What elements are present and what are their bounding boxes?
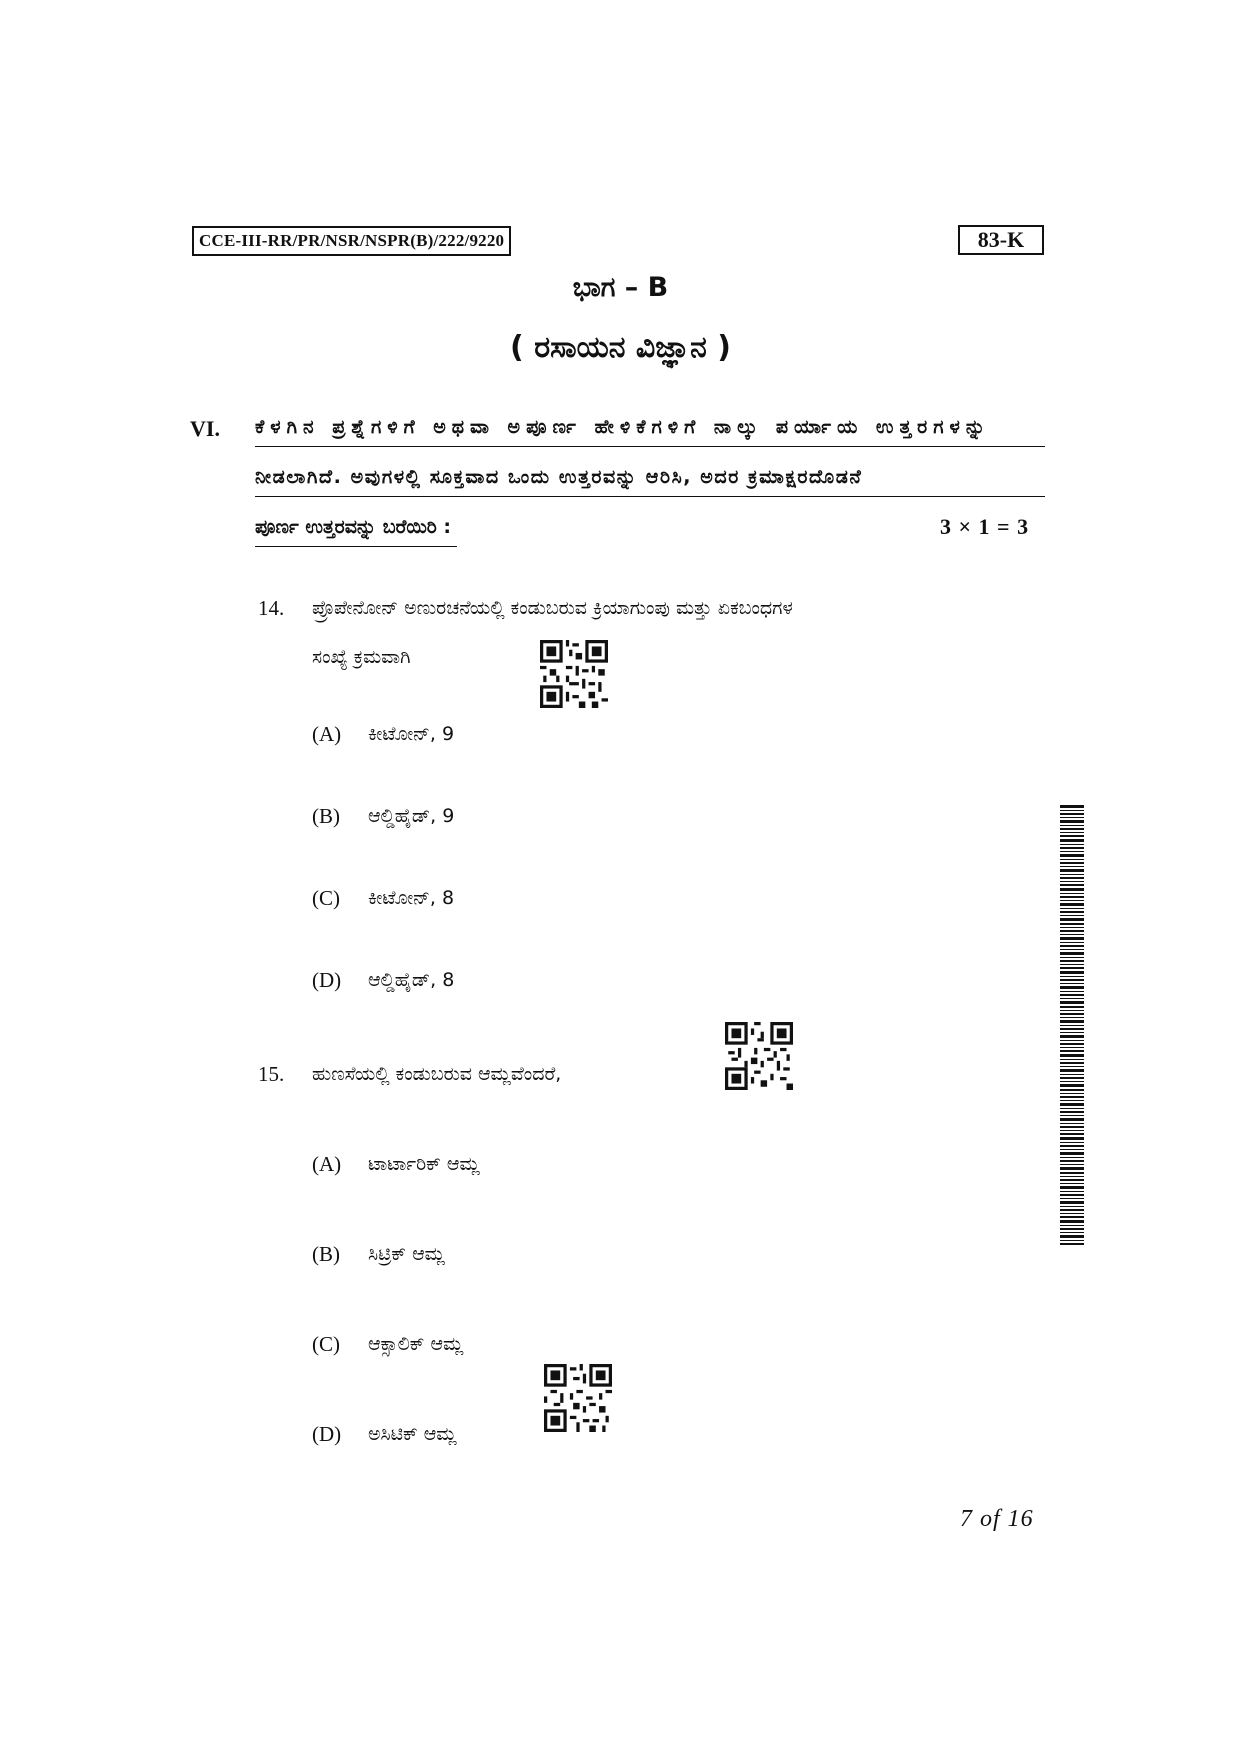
option-label: (C) [312,1332,340,1356]
option-label: (A) [312,1152,342,1176]
qr-code-icon [540,640,608,708]
option-text: ಅಸಿಟಿಕ್ ಆಮ್ಲ [368,1423,457,1445]
subject-title: ( ರಸಾಯನ ವಿಜ್ಞಾನ ) [510,330,731,365]
option-label: (D) [312,968,342,992]
option-text: ಕೀಟೋನ್, 8 [368,887,455,909]
option-label: (D) [312,1422,342,1446]
section-number: VI. [190,416,220,441]
question-number: 15. [258,1062,285,1086]
paper-code: 83-K [958,225,1044,255]
qr-code-icon [544,1364,612,1432]
option-text: ಕೀಟೋನ್, 9 [368,723,455,745]
option-text: ಆಲ್ಡಿಹೈಡ್, 9 [368,805,455,827]
option-text: ಟಾರ್ಟಾರಿಕ್ ಆಮ್ಲ [368,1153,480,1175]
page-number: 7 of 16 [960,1506,1034,1532]
question-text-continued: ಸಂಖ್ಯೆ ಕ್ರಮವಾಗಿ [312,646,411,668]
qr-code-icon [725,1022,793,1090]
section-instruction-line: ಪೂರ್ಣ ಉತ್ತರವನ್ನು ಬರೆಯಿರಿ : [255,512,457,547]
option-text: ಆಲ್ಡಿಹೈಡ್, 8 [368,969,455,991]
option-label: (C) [312,886,340,910]
section-marks: 3 × 1 = 3 [940,514,1030,539]
option-text: ಸಿಟ್ರಿಕ್ ಆಮ್ಲ [368,1243,445,1265]
barcode-icon [1060,805,1084,1245]
option-text: ಆಕ್ಸಾಲಿಕ್ ಆಮ್ಲ [368,1333,464,1355]
question-number: 14. [258,596,285,620]
exam-code: CCE-III-RR/PR/NSR/NSPR(B)/222/9220 [192,226,511,256]
option-label: (B) [312,1242,340,1266]
option-label: (B) [312,804,340,828]
question-text: ಪ್ರೊಪೇನೋನ್ ಅಣುರಚನೆಯಲ್ಲಿ ಕಂಡುಬರುವ ಕ್ರಿಯಾಗುಂಪು ಮತ್ತು ಏಕಬಂಧಗಳ [312,597,793,619]
section-instruction-line: ಕೆಳಗಿನ ಪ್ರಶ್ನೆಗಳಿಗೆ ಅಥವಾ ಅಪೂರ್ಣ ಹೇಳಿಕೆಗಳಿಗೆ ನಾಲ್ಕು ಪರ್ಯಾಯ ಉತ್ತರಗಳನ್ನು [255,412,1045,447]
section-instruction-line: ನೀಡಲಾಗಿದೆ. ಅವುಗಳಲ್ಲಿ ಸೂಕ್ತವಾದ ಒಂದು ಉತ್ತರವನ್ನು ಆರಿಸಿ, ಅದರ ಕ್ರಮಾಕ್ಷರದೊಡನೆ [255,462,1045,497]
option-label: (A) [312,722,342,746]
question-text: ಹುಣಸೆಯಲ್ಲಿ ಕಂಡುಬರುವ ಆಮ್ಲವೆಂದರೆ, [312,1063,562,1085]
part-title: ಭಾಗ – B [572,272,669,303]
